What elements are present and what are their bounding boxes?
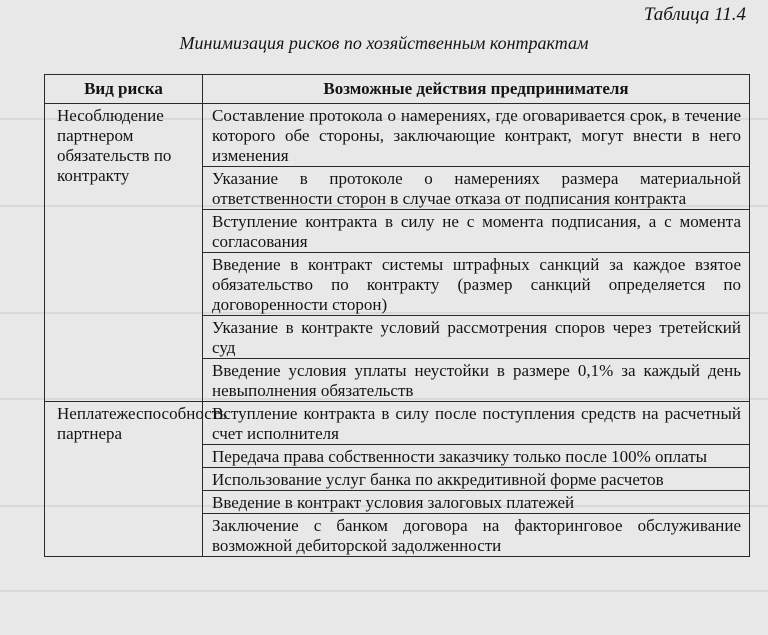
action-cell: Указание в контракте условий рассмотрения споров через третейский суд — [203, 316, 750, 359]
table-number: Таблица 11.4 — [643, 4, 746, 25]
action-cell: Составление протокола о намерениях, где оговаривается срок, в течение которого обе стороны, заключающие контракт, могут внести в него изменения — [203, 104, 750, 167]
action-cell: Передача права собственности заказчику только после 100% оплаты — [203, 445, 750, 468]
action-cell: Указание в протоколе о намерениях размера материальной ответственности сторон в случае отказа от подписания контракта — [203, 167, 750, 210]
action-cell: Заключение с банком договора на факторинговое обслуживание возможной дебиторской задолженности — [203, 514, 750, 557]
action-cell: Введение условия уплаты неустойки в размере 0,1% за каждый день невыполнения обязательств — [203, 359, 750, 402]
header-row — [45, 75, 750, 104]
table-row — [45, 402, 750, 445]
header-actions: Возможные действия предпринимателя — [203, 75, 750, 104]
header-risk-type: Вид риска — [45, 75, 203, 104]
table-row — [45, 104, 750, 167]
risk-table — [44, 74, 750, 557]
action-cell: Введение в контракт условия залоговых платежей — [203, 491, 750, 514]
risk-type-cell: Неплатежеспособность партнера — [45, 402, 203, 557]
table-caption: Минимизация рисков по хозяйственным контрактам — [179, 33, 589, 53]
action-cell: Введение в контракт системы штрафных санкций за каждое взятое обязательство по контракту (размер санкций определяется по договоренности сторон) — [203, 253, 750, 316]
action-cell: Использование услуг банка по аккредитивной форме расчетов — [203, 468, 750, 491]
action-cell: Вступление контракта в силу не с момента подписания, а с момента согласования — [203, 210, 750, 253]
action-cell: Вступление контракта в силу после поступления средств на расчетный счет исполнителя — [203, 402, 750, 445]
risk-type-cell: Несоблюдение партнером обязательств по контракту — [45, 104, 203, 402]
